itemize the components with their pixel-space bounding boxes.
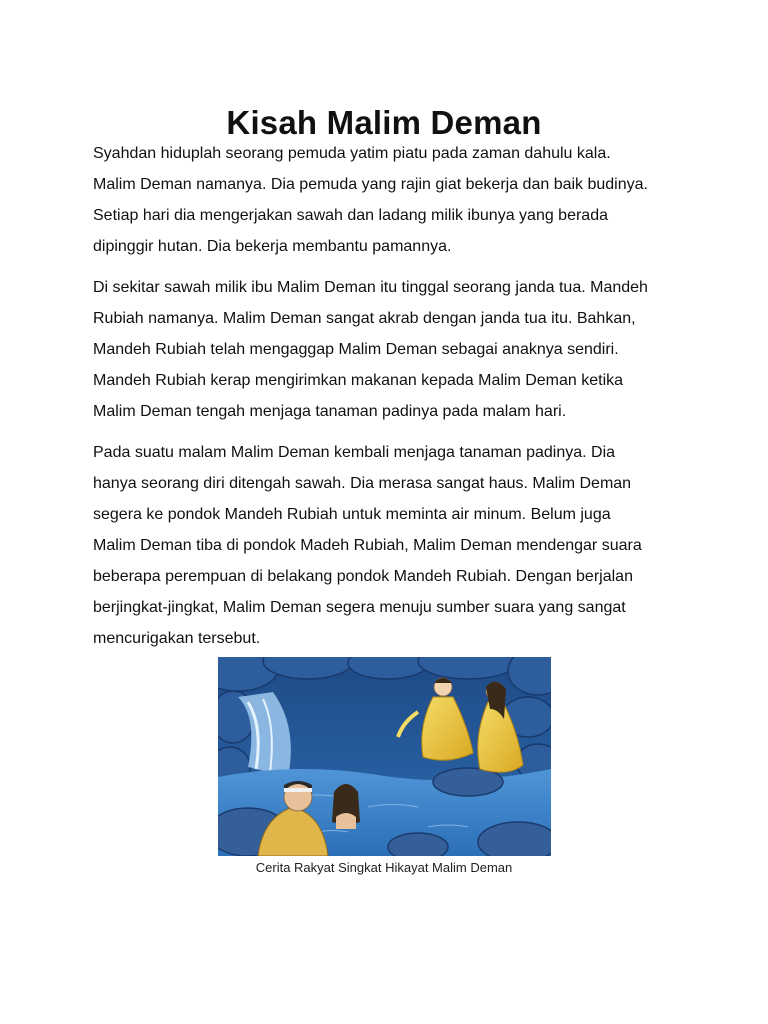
woman-in-water-figure bbox=[332, 784, 360, 829]
document-body bbox=[93, 138, 693, 664]
figure-caption: Cerita Rakyat Singkat Hikayat Malim Deman bbox=[255, 860, 513, 875]
text-line: hanya seorang diri ditengah sawah. Dia merasa sangat haus. Malim Deman bbox=[93, 475, 632, 492]
text-line: Mandeh Rubiah telah mengaggap Malim Deman sebagai anaknya sendiri. bbox=[93, 341, 619, 358]
text-line: Rubiah namanya. Malim Deman sangat akrab dengan janda tua itu. Bahkan, bbox=[93, 310, 636, 327]
text-line: segera ke pondok Mandeh Rubiah untuk meminta air minum. Belum juga bbox=[93, 506, 611, 523]
text-line: berjingkat-jingkat, Malim Deman segera menuju sumber suara yang sangat bbox=[93, 599, 626, 616]
text-line: Malim Deman namanya. Dia pemuda yang rajin giat bekerja dan baik budinya. bbox=[93, 176, 648, 193]
text-line: dipinggir hutan. Dia bekerja membantu pamannya. bbox=[93, 238, 452, 255]
story-illustration bbox=[218, 657, 551, 856]
paragraph-3 bbox=[93, 437, 693, 654]
text-line: Malim Deman tengah menjaga tanaman padinya pada malam hari. bbox=[93, 403, 567, 420]
text-line: Mandeh Rubiah kerap mengirimkan makanan kepada Malim Deman ketika bbox=[93, 372, 624, 389]
paragraph-1 bbox=[93, 138, 693, 262]
page-title: Kisah Malim Deman bbox=[226, 104, 542, 142]
text-line: mencurigakan tersebut. bbox=[93, 630, 261, 647]
text-line: Malim Deman tiba di pondok Madeh Rubiah, Malim Deman mendengar suara bbox=[93, 537, 642, 554]
text-line: beberapa perempuan di belakang pondok Mandeh Rubiah. Dengan berjalan bbox=[93, 568, 633, 585]
text-line: Pada suatu malam Malim Deman kembali menjaga tanaman padinya. Dia bbox=[93, 444, 616, 461]
text-line: Setiap hari dia mengerjakan sawah dan ladang milik ibunya yang berada bbox=[93, 207, 608, 224]
paragraph-2 bbox=[93, 272, 693, 427]
text-line: Di sekitar sawah milik ibu Malim Deman itu tinggal seorang janda tua. Mandeh bbox=[93, 279, 648, 296]
text-line: Syahdan hiduplah seorang pemuda yatim piatu pada zaman dahulu kala. bbox=[93, 145, 611, 162]
